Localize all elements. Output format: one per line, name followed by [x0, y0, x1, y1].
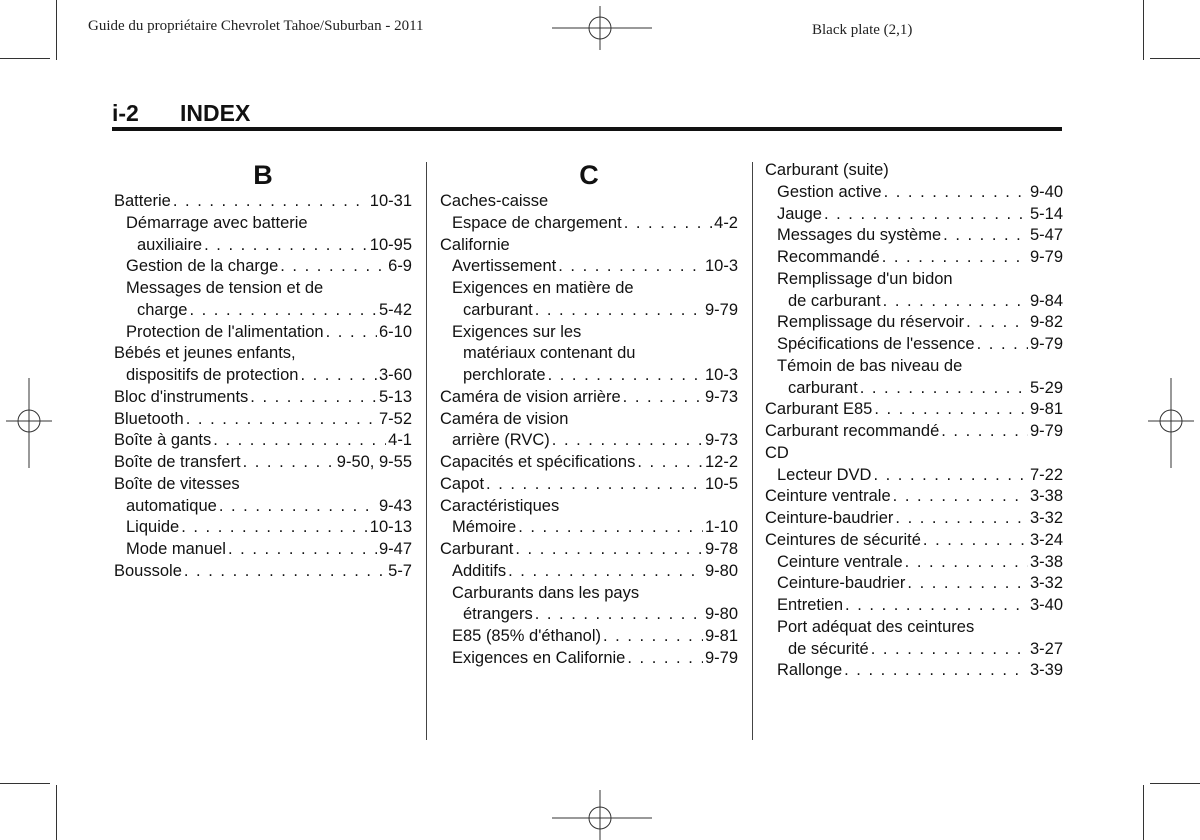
index-entry-term: dispositifs de protection — [126, 366, 299, 384]
crop-mark — [1143, 0, 1144, 60]
index-entry-term: Carburants dans les pays — [452, 583, 640, 602]
index-entry — [440, 539, 738, 561]
index-entries — [765, 160, 1063, 682]
index-entry — [114, 343, 412, 365]
index-entry-term: Ceinture ventrale — [777, 552, 903, 571]
index-entry-term: Caches-caisse — [440, 192, 549, 210]
index-entry-page: 5-42 — [378, 300, 412, 319]
index-entry-page: 3-39 — [1029, 661, 1063, 680]
index-entry-page: 9-79 — [1029, 422, 1063, 440]
index-entry-page: 7-22 — [1029, 465, 1063, 484]
index-entry-page: 9-73 — [704, 387, 738, 406]
dot-leader — [280, 256, 386, 278]
index-entry — [765, 269, 1063, 291]
dot-leader — [883, 291, 1028, 313]
index-entry-term: matériaux contenant du — [463, 344, 636, 363]
dot-leader — [486, 474, 703, 496]
index-entry-term: Démarrage avec batterie — [126, 213, 308, 232]
dot-leader — [250, 387, 377, 409]
index-entry — [440, 496, 738, 518]
index-entry-page: 10-13 — [369, 518, 412, 537]
index-entry — [114, 387, 412, 409]
index-entry-term: Ceinture-baudrier — [777, 574, 906, 593]
dot-leader — [548, 365, 703, 387]
index-entry — [114, 561, 412, 583]
dot-leader — [884, 182, 1028, 204]
index-entry — [114, 235, 412, 257]
dot-leader — [977, 334, 1028, 356]
index-entry — [440, 322, 738, 344]
index-entry — [765, 660, 1063, 682]
index-entry — [114, 474, 412, 496]
dot-leader — [893, 486, 1028, 508]
index-entry-term: Recommandé — [777, 248, 880, 266]
index-entry — [440, 604, 738, 626]
dot-leader — [515, 539, 703, 561]
index-entry-term: Californie — [440, 235, 510, 254]
index-entry — [114, 191, 412, 213]
section-heading — [112, 100, 250, 127]
index-entry — [440, 213, 738, 235]
index-entry — [440, 278, 738, 300]
index-entry-page: 10-3 — [704, 366, 738, 384]
dot-leader — [905, 552, 1028, 574]
index-entry-page: 3-32 — [1029, 574, 1063, 593]
index-entry-term: Témoin de bas niveau de — [777, 356, 963, 375]
index-entry-term: charge — [137, 300, 188, 319]
index-entry-page: 9-80 — [704, 561, 738, 580]
dot-leader — [966, 312, 1028, 334]
index-entries — [440, 191, 738, 670]
index-entry-page: 5-29 — [1029, 378, 1063, 397]
index-entry-term: E85 (85% d'éthanol) — [452, 627, 601, 645]
index-entry — [765, 204, 1063, 226]
index-entry-term: Jauge — [777, 204, 822, 223]
index-entry-page: 9-79 — [1029, 248, 1063, 266]
index-entry-term: Carburant E85 — [765, 400, 873, 419]
index-entry-term: Boîte de transfert — [114, 453, 241, 471]
index-entry-term: de carburant — [788, 291, 881, 310]
index-entry-page: 10-31 — [369, 192, 412, 210]
index-entry-term: auxiliaire — [137, 235, 203, 254]
index-entry-page: 6-10 — [378, 322, 412, 341]
dot-leader — [186, 409, 377, 431]
index-entry-page: 3-38 — [1029, 552, 1063, 571]
index-entry — [440, 256, 738, 278]
registration-mark-icon — [1148, 378, 1194, 468]
index-entry — [765, 486, 1063, 508]
dot-leader — [860, 378, 1028, 400]
index-entry-term: Bloc d'instruments — [114, 387, 249, 406]
index-letter-heading: B — [253, 160, 273, 190]
index-entry — [114, 452, 412, 474]
index-entry-term: Avertissement — [452, 257, 557, 276]
index-entry-term: Caractéristiques — [440, 496, 560, 515]
index-entry-term: Rallonge — [777, 661, 843, 680]
index-entry-page: 9-79 — [1029, 335, 1063, 353]
dot-leader — [623, 387, 703, 409]
index-entry-term: Gestion de la charge — [126, 257, 279, 276]
dot-leader — [552, 430, 703, 452]
index-entry — [440, 626, 738, 648]
index-entry — [440, 191, 738, 213]
index-entry-page: 10-5 — [704, 474, 738, 493]
index-entry — [765, 247, 1063, 269]
index-entry-term: Gestion active — [777, 182, 882, 201]
index-entry — [440, 474, 738, 496]
index-entry-term: Caméra de vision — [440, 409, 569, 428]
dot-leader — [874, 399, 1028, 421]
index-entry-term: Carburant — [440, 540, 514, 558]
index-entry-term: Boîte à gants — [114, 431, 212, 450]
dot-leader — [181, 517, 368, 539]
dot-leader — [637, 452, 703, 474]
dot-leader — [213, 430, 386, 452]
index-entry-term: Spécifications de l'essence — [777, 335, 975, 353]
index-entry — [765, 399, 1063, 421]
dot-leader — [895, 508, 1028, 530]
index-entry — [114, 409, 412, 431]
registration-mark-icon — [552, 6, 652, 50]
index-entry-page: 3-32 — [1029, 509, 1063, 527]
index-entry — [765, 312, 1063, 334]
index-entry — [440, 365, 738, 387]
index-entry — [765, 421, 1063, 443]
index-entry — [765, 617, 1063, 639]
index-entries — [114, 191, 412, 583]
index-entry-term: de sécurité — [788, 639, 869, 658]
index-entry-term: Exigences sur les — [452, 322, 582, 341]
dot-leader — [824, 204, 1028, 226]
index-entry-term: automatique — [126, 496, 217, 515]
index-entry-page: 5-13 — [378, 387, 412, 406]
index-entry-page: 9-47 — [378, 540, 412, 558]
dot-leader — [941, 421, 1028, 443]
index-entry-term: Caméra de vision arrière — [440, 387, 621, 406]
index-entry — [114, 496, 412, 518]
index-entry-page: 4-2 — [714, 213, 738, 232]
index-entry — [114, 322, 412, 344]
index-entry — [114, 365, 412, 387]
running-header-right: Black plate (2,1) — [812, 22, 913, 38]
index-entry — [114, 300, 412, 322]
index-entry — [440, 517, 738, 539]
column-divider — [426, 162, 427, 740]
index-letter-heading: C — [579, 160, 599, 190]
registration-mark-icon — [6, 378, 52, 468]
index-entry-term: Exigences en matière de — [452, 279, 634, 297]
index-entry — [440, 387, 738, 409]
column-divider — [752, 162, 753, 740]
index-entry-term: carburant — [463, 300, 533, 319]
index-entry-page: 3-40 — [1029, 596, 1063, 614]
index-entry — [765, 291, 1063, 313]
index-entry-page: 9-78 — [704, 540, 738, 558]
dot-leader — [871, 639, 1028, 661]
index-entry-term: Ceintures de sécurité — [765, 530, 921, 549]
page-number: i-2 — [112, 100, 139, 126]
index-entry-term: Protection de l'alimentation — [126, 322, 324, 341]
dot-leader — [535, 300, 703, 322]
index-entry-page: 9-43 — [378, 496, 412, 515]
dot-leader — [518, 517, 703, 539]
index-entry-page: 9-81 — [1029, 400, 1063, 419]
dot-leader — [184, 561, 386, 583]
index-entry-page: 3-60 — [378, 366, 412, 384]
index-entry-page: 9-73 — [704, 431, 738, 450]
index-entry-term: Espace de chargement — [452, 213, 622, 232]
index-entry-term: Liquide — [126, 518, 180, 537]
index-entry-page: 3-27 — [1029, 639, 1063, 658]
index-entry-term: Exigences en Californie — [452, 648, 626, 667]
dot-leader — [508, 561, 703, 583]
index-entry-page: 3-24 — [1029, 530, 1063, 549]
index-entry — [114, 278, 412, 300]
index-entry — [765, 552, 1063, 574]
index-entry-page: 9-84 — [1029, 291, 1063, 310]
dot-leader — [204, 235, 368, 257]
registration-mark-icon — [552, 790, 652, 840]
index-entry-page: 5-47 — [1029, 226, 1063, 245]
index-entry-term: Lecteur DVD — [777, 465, 872, 484]
index-entry — [765, 225, 1063, 247]
index-entry — [440, 235, 738, 257]
index-entry — [765, 443, 1063, 465]
index-entry-page: 1-10 — [704, 518, 738, 537]
index-entry — [765, 639, 1063, 661]
index-entry — [765, 595, 1063, 617]
index-entry-term: Batterie — [114, 192, 171, 210]
index-entry — [114, 539, 412, 561]
index-entry — [440, 561, 738, 583]
running-header-left: Guide du propriétaire Chevrolet Tahoe/Suburban - 2011 — [88, 18, 424, 34]
index-entry-term: Additifs — [452, 561, 507, 580]
index-entry-page: 7-52 — [378, 409, 412, 428]
dot-leader — [558, 256, 703, 278]
index-entry-term: Capacités et spécifications — [440, 453, 636, 471]
index-entry-term: Ceinture ventrale — [765, 487, 891, 506]
index-entry — [765, 356, 1063, 378]
index-entry — [440, 430, 738, 452]
crop-mark — [1150, 58, 1200, 59]
dot-leader — [300, 365, 377, 387]
index-entry — [114, 430, 412, 452]
index-entry-page: 9-50, 9-55 — [336, 453, 412, 471]
dot-leader — [923, 530, 1028, 552]
dot-leader — [326, 322, 377, 344]
index-entry-page: 9-80 — [704, 605, 738, 624]
index-entry-page: 10-95 — [369, 235, 412, 254]
index-entry-term: carburant — [788, 378, 858, 397]
index-entry — [765, 465, 1063, 487]
crop-mark — [1150, 783, 1200, 784]
dot-leader — [603, 626, 703, 648]
index-entry-page: 12-2 — [704, 453, 738, 471]
index-entry-term: Bluetooth — [114, 409, 184, 428]
dot-leader — [627, 648, 703, 670]
index-column-b — [114, 160, 412, 583]
index-column-c-continued — [765, 160, 1063, 682]
dot-leader — [535, 604, 703, 626]
index-entry-term: Remplissage du réservoir — [777, 313, 965, 332]
crop-mark — [56, 0, 57, 60]
dot-leader — [243, 452, 335, 474]
index-entry-term: Boussole — [114, 561, 182, 580]
crop-mark — [1143, 785, 1144, 840]
crop-mark — [0, 58, 50, 59]
crop-mark — [56, 785, 57, 840]
index-entry-term: Mode manuel — [126, 540, 226, 558]
index-entry — [765, 530, 1063, 552]
index-entry-term: Bébés et jeunes enfants, — [114, 344, 296, 363]
dot-leader — [943, 225, 1028, 247]
index-entry-page: 5-7 — [388, 561, 412, 580]
index-entry-page: 9-79 — [704, 300, 738, 319]
index-entry-term: Mémoire — [452, 518, 517, 537]
index-entry-term: CD — [765, 443, 789, 462]
heading-rule — [112, 127, 1062, 131]
index-entry-page: 5-14 — [1029, 204, 1063, 223]
dot-leader — [228, 539, 377, 561]
index-entry — [765, 334, 1063, 356]
index-entry-term: Capot — [440, 474, 485, 493]
index-entry — [440, 648, 738, 670]
dot-leader — [845, 595, 1028, 617]
index-entry — [440, 409, 738, 431]
dot-leader — [873, 465, 1028, 487]
index-entry — [765, 182, 1063, 204]
dot-leader — [907, 573, 1028, 595]
index-entry — [440, 452, 738, 474]
index-entry-page: 10-3 — [704, 257, 738, 276]
index-entry-term: Remplissage d'un bidon — [777, 269, 953, 288]
index-entry-page: 3-38 — [1029, 487, 1063, 506]
index-entry-page: 6-9 — [388, 257, 412, 276]
dot-leader — [882, 247, 1028, 269]
index-entry-term: Port adéquat des ceintures — [777, 617, 975, 636]
index-entry-term: Carburant (suite) — [765, 161, 889, 179]
dot-leader — [219, 496, 377, 518]
index-entry-page: 9-82 — [1029, 313, 1063, 332]
index-entry — [765, 160, 1063, 182]
index-column-c — [440, 160, 738, 670]
index-entry — [114, 213, 412, 235]
index-entry — [765, 378, 1063, 400]
index-entry — [765, 508, 1063, 530]
index-entry-page: 9-81 — [704, 627, 738, 645]
index-entry-term: perchlorate — [463, 366, 546, 384]
index-entry-term: Ceinture-baudrier — [765, 509, 894, 527]
dot-leader — [624, 213, 712, 235]
dot-leader — [844, 660, 1028, 682]
index-entry-term: Carburant recommandé — [765, 422, 940, 440]
index-entry-page: 4-1 — [388, 431, 412, 450]
index-entry — [440, 300, 738, 322]
index-entry-term: Entretien — [777, 596, 844, 614]
index-entry-term: Messages du système — [777, 226, 942, 245]
index-entry — [440, 343, 738, 365]
index-entry — [114, 256, 412, 278]
page-title: INDEX — [180, 100, 251, 126]
index-entry-page: 9-40 — [1029, 182, 1063, 201]
dot-leader — [189, 300, 377, 322]
index-entry-page: 9-79 — [704, 648, 738, 667]
index-entry-term: arrière (RVC) — [452, 431, 550, 450]
index-entry — [765, 573, 1063, 595]
crop-mark — [0, 783, 50, 784]
index-entry-term: étrangers — [463, 605, 533, 624]
dot-leader — [173, 191, 368, 213]
index-entry-term: Messages de tension et de — [126, 279, 324, 297]
index-entry-term: Boîte de vitesses — [114, 474, 240, 493]
index-entry — [440, 583, 738, 605]
index-entry — [114, 517, 412, 539]
